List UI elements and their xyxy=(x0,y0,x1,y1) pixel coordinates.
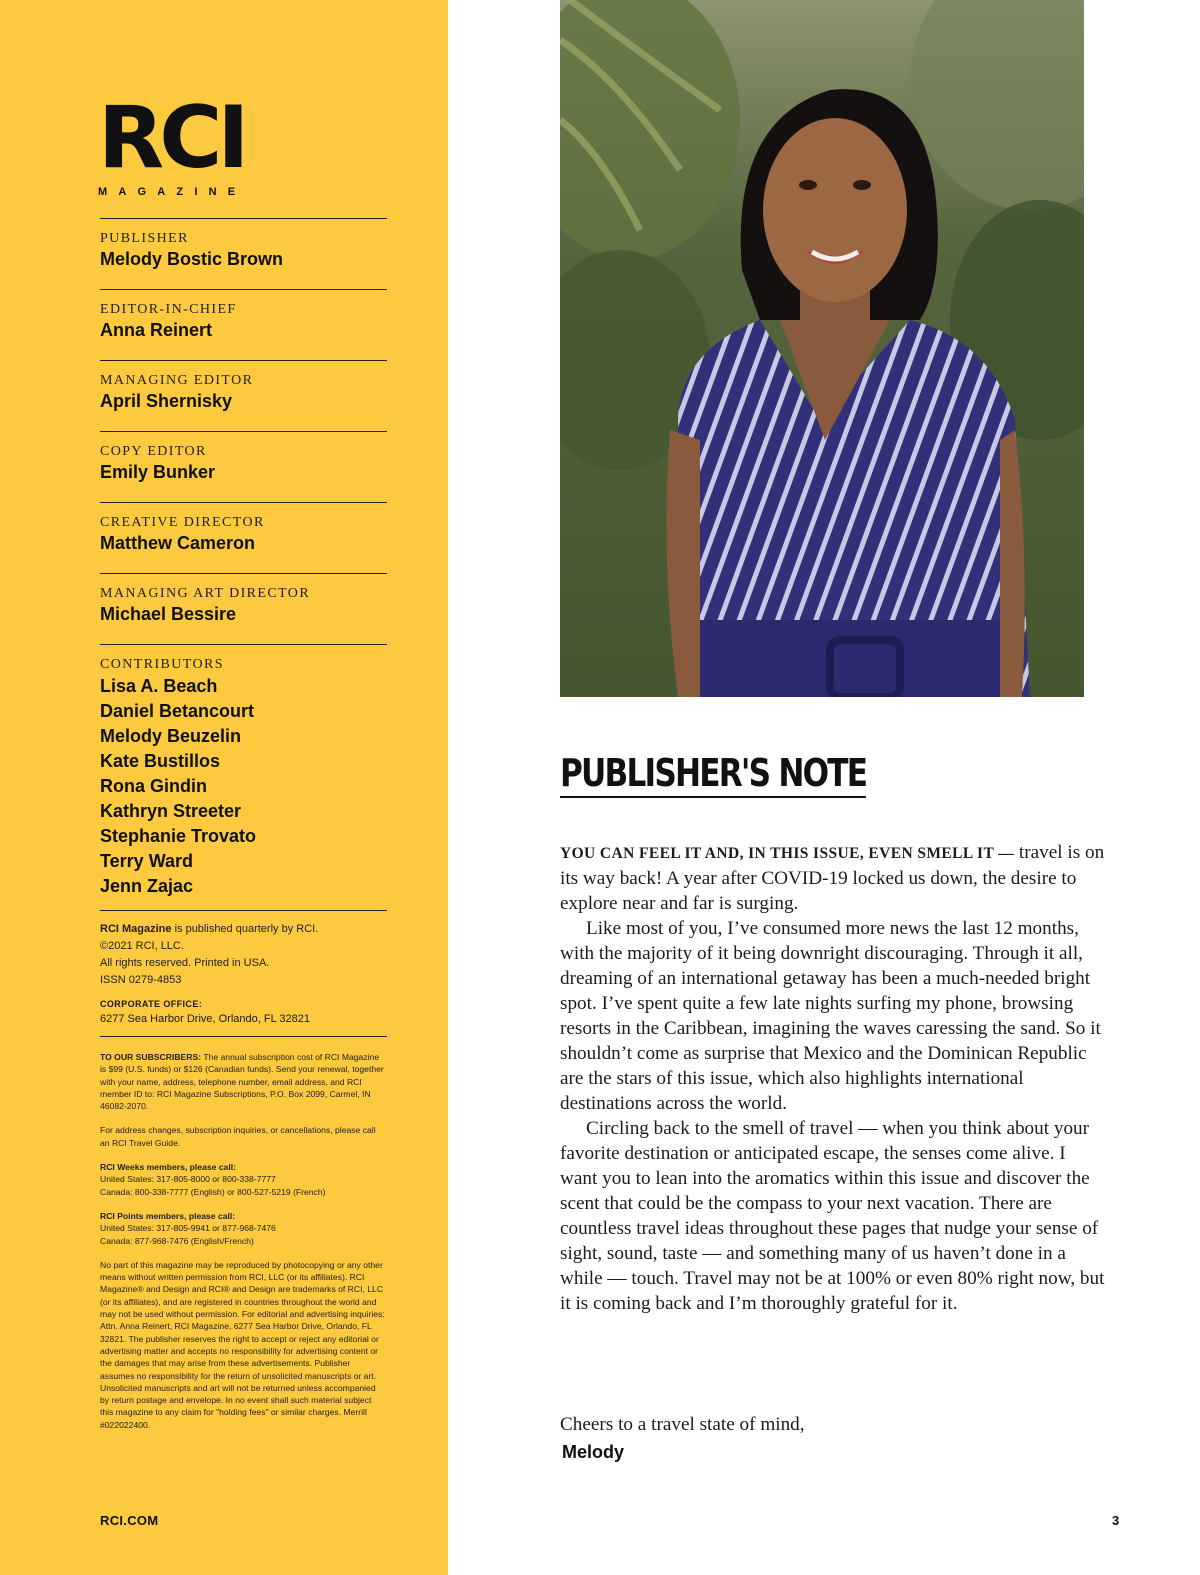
staff-publisher xyxy=(100,218,387,289)
subscriber-fine-print xyxy=(100,1036,387,1443)
staff-name: Matthew Cameron xyxy=(100,533,256,553)
masthead-column xyxy=(0,0,448,1575)
legal-notice: No part of this magazine may be reproduced by photocopying or any other means without written permission from RCI, LLC (or its affiliates). RCI Magazine® and Design and RCI® and Design are trademarks of RCI, LLC (or its affiliates), and are registered in countries throughout the world and may not be used without permission. For editorial and advertising inquiries: Attn. Anna Reinert, RCI Magazine, 6277 Sea Harbor Drive, Orlando, FL 32821. The publisher reserves the right to accept or reject any editorial or advertising matter and accepts no responsibility for advertising content or the damages that may arise from these advertisements. Publisher assumes no responsibility for the return of unsolicited manuscripts or art. Unsolicited manuscripts and art will not be returned unless accompanied by return postage and envelope. In no event shall such material subject this magazine to any claim for "holding fees" or similar charges. Merrill #022022400. xyxy=(100,1259,385,1430)
staff-managing-editor xyxy=(100,360,387,431)
staff-role: MANAGING EDITOR xyxy=(100,373,254,388)
staff-name: Emily Bunker xyxy=(100,462,216,482)
contributor: Kathryn Streeter xyxy=(100,801,242,821)
contributor: Daniel Betancourt xyxy=(100,701,255,721)
points-members-contact xyxy=(100,1210,387,1247)
copyright-line: ©2021 RCI, LLC. xyxy=(100,940,184,952)
points-label: RCI Points members, please call: xyxy=(100,1210,236,1221)
corporate-office-label: CORPORATE OFFICE: xyxy=(100,999,203,1009)
logo-mark: RCI xyxy=(98,88,245,188)
staff-name: Melody Bostic Brown xyxy=(100,249,284,269)
contributor: Lisa A. Beach xyxy=(100,676,218,696)
subscribers-label: TO OUR SUBSCRIBERS: xyxy=(100,1052,202,1062)
points-canada-phone: Canada: 877-968-7476 (English/French) xyxy=(100,1235,254,1246)
footer-website-link[interactable]: RCI.COM xyxy=(100,1513,159,1528)
publisher-portrait-photo xyxy=(560,0,1084,697)
issn-line: ISSN 0279-4853 xyxy=(100,974,182,986)
address-changes-notice: For address changes, subscription inquiries, or cancellations, please call an RCI Travel Guide. xyxy=(100,1125,376,1148)
contributors-label: CONTRIBUTORS xyxy=(100,657,224,672)
contributor: Kate Bustillos xyxy=(100,751,221,771)
article-paragraph-3: Circling back to the smell of travel — when you think about your favorite destination or anticipated escape, the senses come alive. I want you to lean into the aromatics within this issue and discover the scent that could be the compass to your next vacation. There are countless travel ideas throughout these pages that nudge your sense of sight, sound, taste — and something many of us haven’t done in a while — touch. Travel may not be at 100% or even 80% right now, but it is coming back and I’m thoroughly grateful for it. xyxy=(560,1118,1105,1314)
contributor: Terry Ward xyxy=(100,851,194,871)
staff-name: Anna Reinert xyxy=(100,320,213,340)
subscriber-notice xyxy=(100,1051,387,1112)
contributors-list xyxy=(100,674,387,899)
weeks-members-contact xyxy=(100,1161,387,1198)
staff-managing-art-director xyxy=(100,573,387,644)
publication-statement xyxy=(100,921,387,938)
subscribers-text: The annual subscription cost of RCI Magazine is $99 (U.S. funds) or $126 (Canadian funds). Send your renewal, together with your name, address, telephone number, email address, and RCI member ID to: RCI Magazine Subscriptions, P.O. Box 2099, Carmel, IN 46082-2070. xyxy=(100,1052,384,1112)
rci-magazine-logo xyxy=(98,88,247,198)
corporate-office-address: 6277 Sea Harbor Drive, Orlando, FL 32821 xyxy=(100,1013,310,1025)
staff-role: MANAGING ART DIRECTOR xyxy=(100,586,311,601)
article-paragraph-1 xyxy=(560,840,1105,916)
publication-name: RCI Magazine xyxy=(100,923,172,935)
staff-contributors xyxy=(100,644,387,909)
staff-role: EDITOR-IN-CHIEF xyxy=(100,302,237,317)
logo-subtitle: MAGAZINE xyxy=(98,186,247,198)
staff-role: PUBLISHER xyxy=(100,231,189,246)
publication-frequency: is published quarterly by RCI. xyxy=(171,923,319,935)
article-title: PUBLISHER'S NOTE xyxy=(560,750,866,798)
rights-line: All rights reserved. Printed in USA. xyxy=(100,957,270,969)
staff-name: Michael Bessire xyxy=(100,604,237,624)
article-paragraph-2: Like most of you, I’ve consumed more news the last 12 months, with the majority of it being downright discouraging. Through it all, dreaming of an international getaway has been a much-needed bright spot. I’ve spent quite a few late nights surfing my phone, browsing resorts in the Caribbean, imagining the waves caressing the sand. So it shouldn’t come as surprise that Mexico and the Dominican Republic are the stars of this issue, which also highlights international destinations across the world. xyxy=(560,918,1101,1114)
contributor: Rona Gindin xyxy=(100,776,207,796)
article-signoff: Cheers to a travel state of mind, xyxy=(560,1414,805,1435)
article-paragraph-1-text: travel is on its way back! A year after COVID-19 locked us down, the desire to explore near and far is surging. xyxy=(560,842,1105,914)
publication-info xyxy=(100,910,387,1027)
staff-role: COPY EDITOR xyxy=(100,444,207,459)
weeks-label: RCI Weeks members, please call: xyxy=(100,1162,236,1173)
staff-editor-in-chief xyxy=(100,289,387,360)
article-signature: Melody xyxy=(562,1442,625,1462)
weeks-us-phone: United States: 317-805-8000 or 800-338-7777 xyxy=(100,1174,276,1185)
staff-role: CREATIVE DIRECTOR xyxy=(100,515,265,530)
article-lead-in: YOU CAN FEEL IT AND, IN THIS ISSUE, EVEN SMELL IT — xyxy=(560,845,1015,862)
publisher-portrait-icon xyxy=(560,0,1084,697)
contributor: Melody Beuzelin xyxy=(100,726,242,746)
contributor: Jenn Zajac xyxy=(100,876,194,896)
points-us-phone: United States: 317-805-9941 or 877-968-7476 xyxy=(100,1223,276,1234)
page-number: 3 xyxy=(1112,1513,1120,1528)
staff-creative-director xyxy=(100,502,387,573)
contributor: Stephanie Trovato xyxy=(100,826,257,846)
staff-name: April Shernisky xyxy=(100,391,233,411)
staff-list xyxy=(100,218,387,909)
staff-copy-editor xyxy=(100,431,387,502)
article-body xyxy=(560,840,1105,1316)
weeks-canada-phone: Canada: 800-338-7777 (English) or 800-527-5219 (French) xyxy=(100,1186,326,1197)
